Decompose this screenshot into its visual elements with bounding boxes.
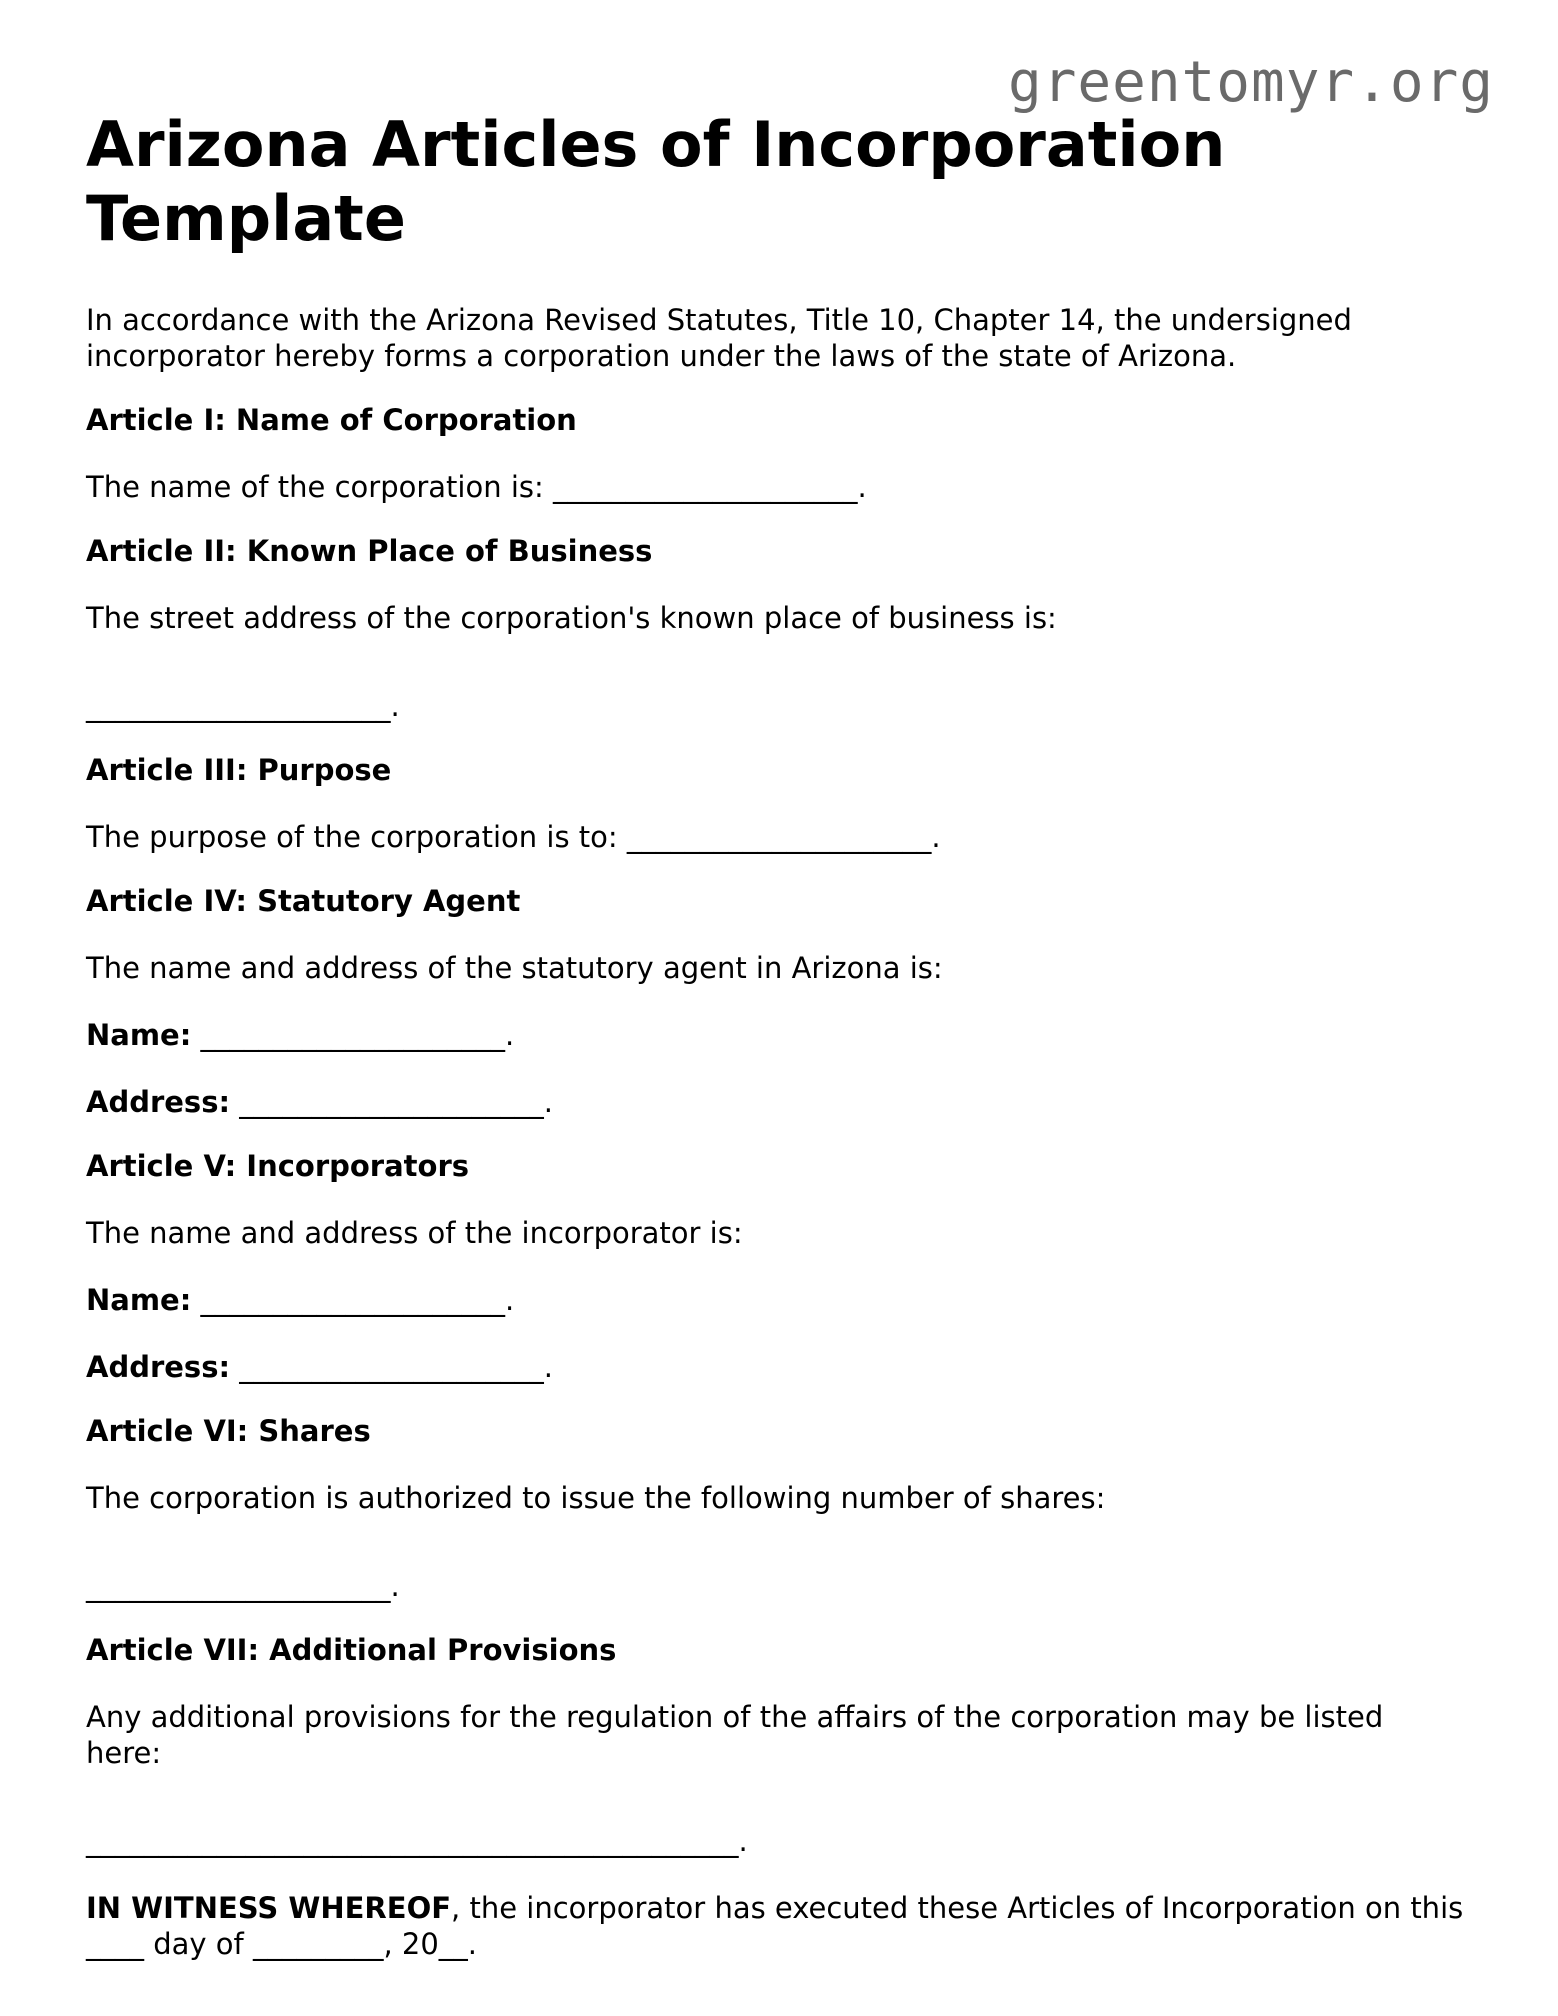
article-4-name-label: Name: [86, 1018, 192, 1052]
document-page [86, 108, 1466, 1962]
article-5-name-blank: _____________________. [191, 1283, 515, 1317]
article-2-heading: Article II: Known Place of Business [86, 534, 653, 568]
article-5-address-label: Address: [86, 1350, 231, 1384]
article-5-name-label: Name: [86, 1283, 192, 1317]
article-4-name-blank: _____________________. [191, 1018, 515, 1052]
article-4-name-row [86, 1017, 1466, 1053]
article-4-address-label: Address: [86, 1085, 231, 1119]
article-7-provisions-blank: _____________________________________________. [86, 1824, 748, 1858]
article-2-text: The street address of the corporation's known place of business is: [86, 601, 1057, 635]
page-title: Arizona Articles of Incorporation Template [86, 108, 1226, 255]
article-4-heading: Article IV: Statutory Agent [86, 884, 521, 918]
article-1-heading: Article I: Name of Corporation [86, 403, 577, 437]
article-6-heading: Article VI: Shares [86, 1414, 371, 1448]
article-5-address-row [86, 1349, 1466, 1385]
article-7-heading: Article VII: Additional Provisions [86, 1633, 617, 1667]
witness-paragraph [86, 1890, 1466, 1962]
article-5-name-row [86, 1282, 1466, 1318]
intro-paragraph: In accordance with the Arizona Revised Statutes, Title 10, Chapter 14, the undersigned incorporator hereby forms a corporation under the laws of the state of Arizona. [86, 303, 1352, 373]
article-5-heading: Article V: Incorporators [86, 1149, 470, 1183]
article-3-heading: Article III: Purpose [86, 753, 392, 787]
article-2-address-blank: _____________________. [86, 689, 400, 723]
witness-label: IN WITNESS WHEREOF [86, 1891, 452, 1925]
watermark: greentomyr.org [1007, 50, 1494, 115]
article-5-text: The name and address of the incorporator is: [86, 1216, 743, 1250]
article-4-address-row [86, 1084, 1466, 1120]
article-4-text: The name and address of the statutory agent in Arizona is: [86, 951, 943, 985]
article-6-shares-blank: _____________________. [86, 1569, 400, 1603]
article-6-text: The corporation is authorized to issue the following number of shares: [86, 1481, 1106, 1515]
article-4-address-blank: _____________________. [230, 1085, 553, 1119]
article-7-text: Any additional provisions for the regulation of the affairs of the corporation may be listed here: [86, 1700, 1384, 1770]
witness-text: , the incorporator has executed these Articles of Incorporation on this ____ day of _________, 20__. [86, 1891, 1464, 1961]
article-5-address-blank: _____________________. [230, 1350, 553, 1384]
article-3-text: The purpose of the corporation is to: _____________________. [86, 820, 941, 854]
article-1-text: The name of the corporation is: _____________________. [86, 470, 867, 504]
